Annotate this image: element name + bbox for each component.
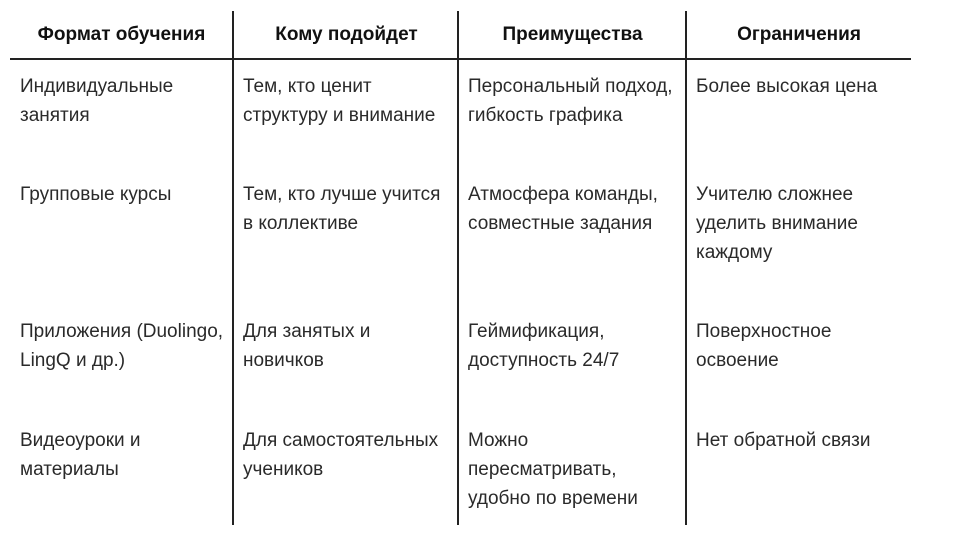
cell-suitable-for: Тем, кто лучше учится в коллективе xyxy=(243,184,441,234)
cell-limitations: Нет обратной связи xyxy=(696,430,871,451)
cell-limitations: Учителю сложнее уделить внимание каждому xyxy=(696,184,858,263)
cell-format: Видеоуроки и материалы xyxy=(20,430,141,480)
table-header-row xyxy=(10,11,911,60)
comparison-table xyxy=(10,11,911,525)
header-advantages: Преимущества xyxy=(502,23,643,45)
cell-suitable-for: Для занятых и новичков xyxy=(243,321,371,371)
cell-limitations: Поверхностное освоение xyxy=(696,321,832,371)
cell-advantages: Геймификация, доступность 24/7 xyxy=(468,321,620,371)
header-suitable-for: Кому подойдет xyxy=(275,23,418,45)
header-format: Формат обучения xyxy=(37,23,206,45)
cell-format: Приложения (Duolingo, LingQ и др.) xyxy=(20,321,224,371)
cell-advantages: Атмосфера команды, совместные задания xyxy=(468,184,658,234)
cell-format: Индивидуальные занятия xyxy=(20,76,174,126)
column-divider xyxy=(232,11,234,525)
cell-advantages: Можно пересматривать, удобно по времени xyxy=(468,430,638,509)
cell-limitations: Более высокая цена xyxy=(696,76,878,97)
column-divider xyxy=(457,11,459,525)
cell-advantages: Персональный подход, гибкость графика xyxy=(468,76,673,126)
cell-suitable-for: Для самостоятельных учеников xyxy=(243,430,439,480)
column-divider xyxy=(685,11,687,525)
header-limitations: Ограничения xyxy=(737,23,861,45)
cell-suitable-for: Тем, кто ценит структуру и внимание xyxy=(243,76,436,126)
cell-format: Групповые курсы xyxy=(20,184,172,205)
